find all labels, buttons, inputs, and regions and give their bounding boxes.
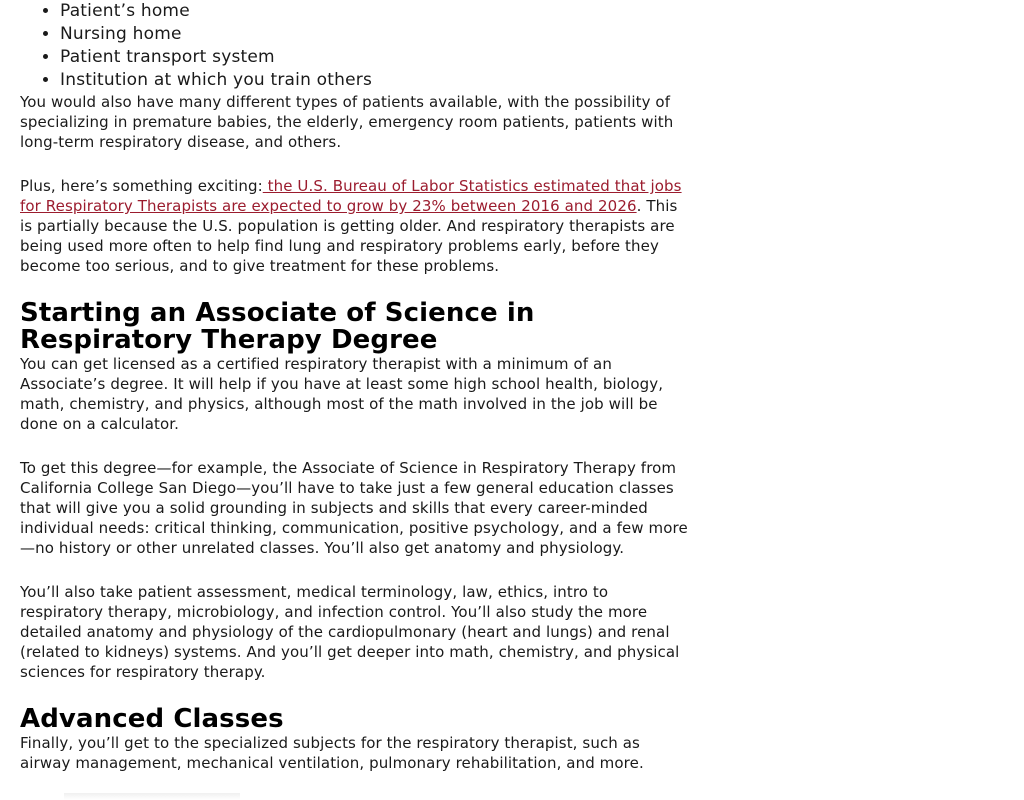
cut-off-text-line bbox=[64, 793, 240, 800]
list-item: • Patient transport system bbox=[60, 46, 688, 69]
degree-paragraph: To get this degree—for example, the Associate of Science in Respiratory Therapy from California College San Diego—you’ll have to take just a few general education classes that will give you a solid grounding in subjects and skills that every career-minded individual needs: critical thinking, communication, positive psychology, and a few more—no history or other unrelated classes. You’ll also get anatomy and physiology. bbox=[20, 459, 688, 557]
job-growth-detail: . This is partially because the U.S. population is getting older. And respiratory therapists are being used more often to help find lung and respiratory problems early, before they become too serious, and to give treatment for these problems. bbox=[20, 197, 678, 275]
advanced-paragraph: Finally, you’ll get to the specialized subjects for the respiratory therapist, such as airway management, mechanical ventilation, pulmonary rehabilitation, and more. bbox=[20, 734, 644, 772]
assessment-paragraph: You’ll also take patient assessment, medical terminology, law, ethics, intro to respiratory therapy, microbiology, and infection control. You’ll also study the more detailed anatomy and physiology of the cardiopulmonary (heart and lungs) and renal (related to kidneys) systems. And you’ll get deeper into math, chemistry, and physical sciences for respiratory therapy. bbox=[20, 583, 680, 681]
section-heading-advanced: Advanced Classes bbox=[20, 704, 284, 734]
licensed-paragraph: You can get licensed as a certified respiratory therapist with a minimum of an Associate’s degree. It will help if you have at least some high school health, biology, math, chemistry, and physics, although most of the math involved in the job will be done on a calculator. bbox=[20, 355, 664, 433]
article-content bbox=[20, 0, 688, 773]
bls-statistics-link[interactable]: the U.S. Bureau of Labor Statistics estimated that jobs for Respiratory Therapists are expected to grow by 23% between 2016 and 2026 bbox=[20, 177, 682, 215]
location-list bbox=[20, 0, 688, 92]
job-growth-intro: Plus, here’s something exciting: bbox=[20, 177, 263, 195]
list-item: • Nursing home bbox=[60, 23, 688, 46]
section-heading-starting: Starting an Associate of Science in Respiratory Therapy Degree bbox=[20, 298, 535, 355]
patients-paragraph: You would also have many different types of patients available, with the possibility of specializing in premature babies, the elderly, emergency room patients, patients with long-term respiratory disease, and others. bbox=[20, 93, 674, 151]
list-item: • Institution at which you train others bbox=[60, 69, 688, 92]
job-growth-paragraph bbox=[20, 176, 688, 276]
list-item: • Patient’s home bbox=[60, 0, 688, 23]
